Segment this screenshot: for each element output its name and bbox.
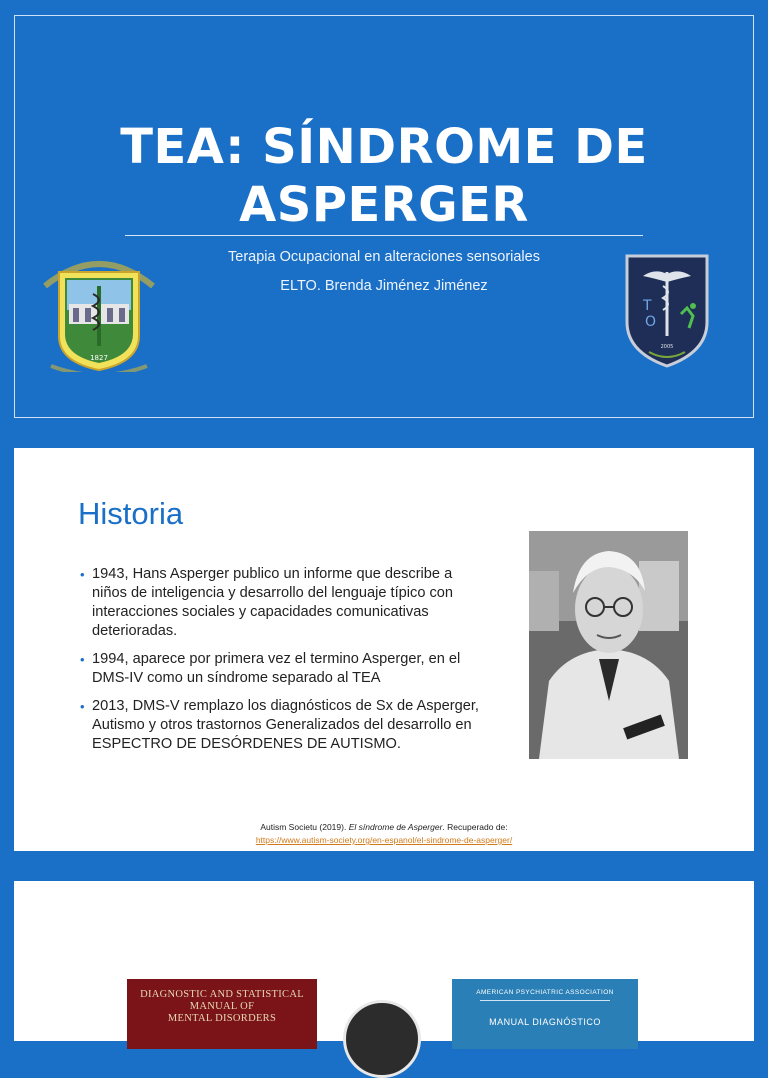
cover-divider [480, 1000, 610, 1001]
occupational-therapy-shield-logo [623, 252, 711, 370]
dsm-book-cover [127, 979, 317, 1049]
logo-letter-t: T [643, 298, 652, 314]
book-title-line-1: DIAGNOSTIC AND STATISTICAL [140, 989, 304, 1000]
slide-heading: Historia [78, 496, 184, 531]
citation-suffix: . Recuperado de: [442, 822, 508, 832]
title-line-1: TEA: SÍNDROME DE [120, 119, 648, 175]
publisher-label: AMERICAN PSYCHIATRIC ASSOCIATION [476, 989, 614, 996]
portrait-photo [529, 531, 688, 759]
list-item [80, 650, 480, 688]
logo-letter-o: O [645, 314, 657, 330]
book-cover-title [127, 989, 317, 1025]
bullet-icon: • [80, 567, 85, 582]
bullet-icon: • [80, 699, 85, 714]
citation-prefix: Autism Societu (2019). [260, 822, 349, 832]
book-title-line-2: MANUAL OF [189, 1001, 255, 1012]
citation-link[interactable]: https://www.autism-society.org/en-espanol/el-sindrome-de-asperger/ [255, 835, 513, 845]
bullet-list [80, 565, 480, 763]
book-title-line-3: MENTAL DISORDERS [167, 1013, 277, 1024]
title-line-2: ASPERGER [239, 177, 529, 233]
university-seal-logo [37, 244, 161, 372]
list-item [80, 697, 480, 754]
citation [14, 821, 754, 847]
svg-text:1827: 1827 [90, 354, 108, 362]
dsm-slide [14, 881, 754, 1041]
historia-slide [14, 448, 754, 851]
slide-author: ELTO. Brenda Jiménez Jiménez [280, 278, 488, 294]
bullet-text: 1994, aparece por primera vez el termino Asperger, en el DMS-IV como un síndrome separado al TEA [92, 651, 461, 686]
title-slide [14, 15, 754, 418]
bullet-icon: • [80, 652, 85, 667]
title-divider [125, 235, 643, 236]
svg-text:2005: 2005 [660, 344, 674, 350]
manual-title: MANUAL DIAGNÓSTICO [489, 1017, 601, 1027]
bullet-text: 2013, DMS-V remplazo los diagnósticos de Sx de Asperger, Autismo y otros trastornos Generalizados del desarrollo en ESPECTRO DE DESÓRDENES DE AUTISMO. [92, 698, 479, 752]
bullet-text: 1943, Hans Asperger publico un informe que describe a niños de inteligencia y desarrollo del lenguaje típico con interacciones sociales y capacidades comunicativas deterioradas. [92, 566, 454, 639]
citation-title: El síndrome de Asperger [348, 822, 443, 832]
list-item [80, 565, 480, 641]
apa-manual-cover [452, 979, 638, 1049]
slide-title [15, 118, 753, 234]
dsm-5-circle-image [343, 1000, 421, 1078]
slide-subtitle: Terapia Ocupacional en alteraciones sensoriales [228, 249, 540, 265]
